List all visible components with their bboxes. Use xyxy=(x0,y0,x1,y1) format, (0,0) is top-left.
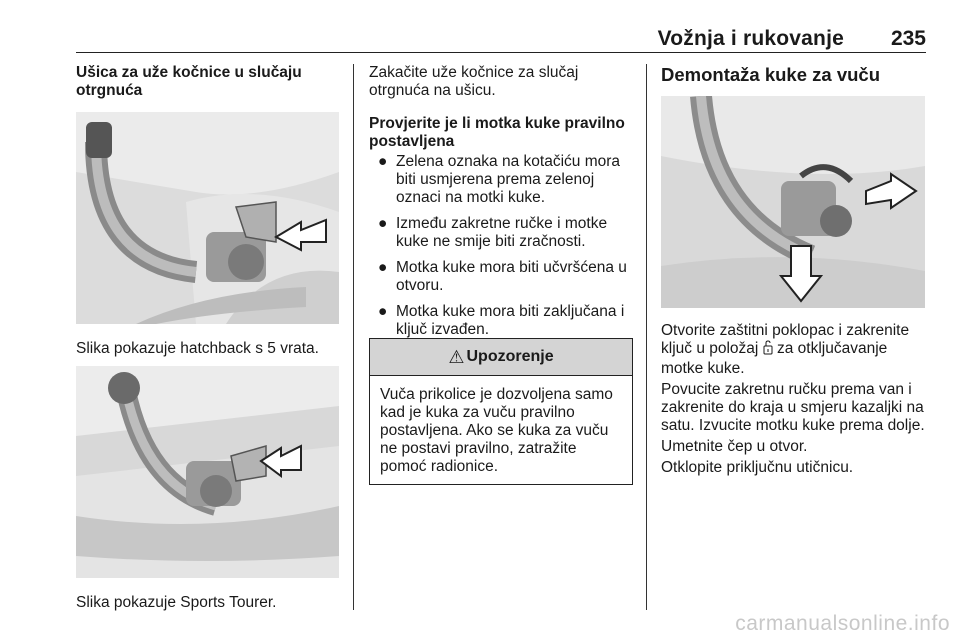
bullet-icon: ● xyxy=(378,215,388,232)
warning-icon: ⚠ xyxy=(448,346,465,367)
list-item: ● Motka kuke mora biti učvršćena u otvoru. xyxy=(378,259,627,294)
removal-instructions xyxy=(661,322,929,477)
caption-sports-tourer: Slika pokazuje Sports Tourer. xyxy=(76,594,277,611)
caption-hatchback: Slika pokazuje hatchback s 5 vrata. xyxy=(76,340,319,357)
list-item: ● Između zakretne ručke i motke kuke ne smije biti zračnosti. xyxy=(378,215,608,250)
figure-hook-removal xyxy=(661,96,925,308)
figure-hatchback-eye xyxy=(76,112,339,324)
watermark: carmanualsonline.info xyxy=(735,612,950,635)
instruction-paragraph-1: Otvorite zaštitni poklopac i zakrenite ključ u položaj za otključavanje motke kuke. xyxy=(661,322,910,377)
page-header xyxy=(76,24,926,53)
column-divider-1 xyxy=(353,64,354,610)
column-right xyxy=(661,64,925,86)
bullet-icon: ● xyxy=(378,303,388,320)
chapter-title: Vožnja i rukovanje xyxy=(657,27,844,50)
column-left xyxy=(76,64,340,100)
warning-header xyxy=(370,339,632,376)
warning-text: Vuča prikolice je dozvoljena samo kad je kuka za vuču pravilno postavljena. Ako se kuka za vuču ne postavi pravilno, zatražite pomoć radionice. xyxy=(380,386,613,475)
warning-box xyxy=(369,338,633,485)
section-heading-remove-hook: Demontaža kuke za vuču xyxy=(661,64,880,85)
figure-sports-tourer-eye xyxy=(76,366,339,578)
page-number: 235 xyxy=(890,27,926,50)
check-list xyxy=(369,153,633,339)
instruction-paragraph-3: Umetnite čep u otvor. xyxy=(661,438,808,455)
intro-text: Zakačite uže kočnice za slučaj otrgnuća na ušicu. xyxy=(369,64,579,99)
instruction-paragraph-4: Otklopite priključnu utičnicu. xyxy=(661,459,854,476)
subheading-check-hook: Provjerite je li motka kuke pravilno postavljena xyxy=(369,115,625,150)
instruction-paragraph-2: Povucite zakretnu ručku prema van i zakrenite do kraja u smjeru kazaljki na satu. Izvucite motku kuke prema dolje. xyxy=(661,381,925,434)
bullet-icon: ● xyxy=(378,259,388,276)
bullet-icon: ● xyxy=(378,153,388,170)
section-heading-brake-eye: Ušica za uže kočnice u slučaju otrgnuća xyxy=(76,64,302,99)
list-item: ● Zelena oznaka na kotačiću mora biti usmjerena prema zelenoj oznaci na motki kuke. xyxy=(378,153,621,206)
key-unlock-icon xyxy=(763,340,773,360)
list-item: ● Motka kuke mora biti zaključana i ključ izvađen. xyxy=(378,303,625,338)
warning-title: Upozorenje xyxy=(466,348,554,365)
column-divider-2 xyxy=(646,64,647,610)
column-middle xyxy=(369,64,633,347)
